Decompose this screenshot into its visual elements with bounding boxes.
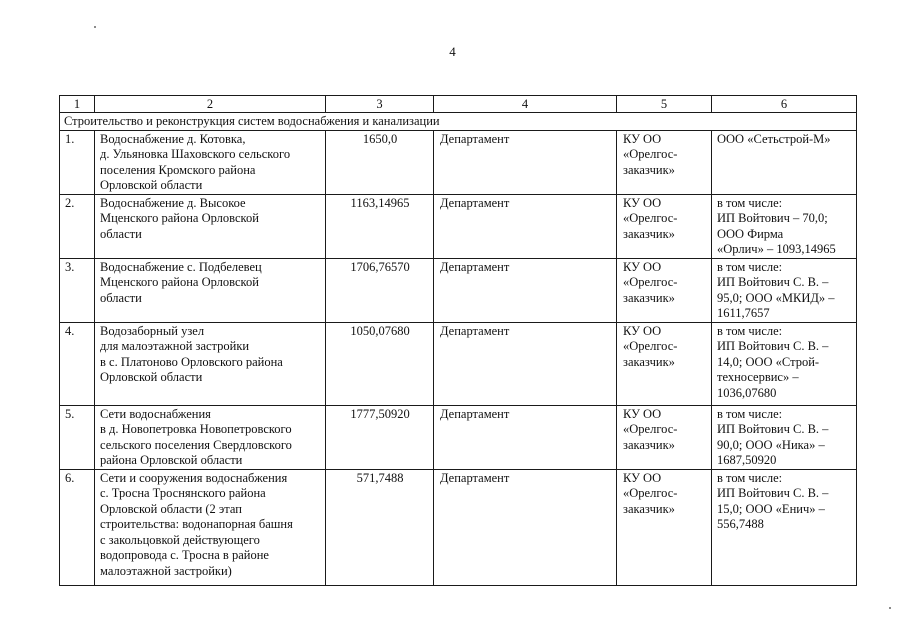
- table-row: [60, 130, 857, 194]
- agency-cell: Департамент: [434, 258, 617, 322]
- contractor-line: ООО «Сетьстрой-М»: [717, 131, 831, 146]
- object-name-cell: [95, 405, 326, 469]
- contractor-line: ООО Фирма: [717, 226, 784, 241]
- cost-cell: 571,7488: [326, 469, 434, 585]
- contractor-line: 1611,7657: [717, 306, 770, 320]
- object-name-line: Сети водоснабжения: [100, 406, 211, 421]
- object-name-line: водопровода с. Тросна в районе: [100, 548, 269, 562]
- customer-line: заказчик»: [623, 501, 675, 516]
- object-name-line: в с. Платоново Орловского района: [100, 354, 283, 369]
- page-number: 4: [449, 44, 456, 59]
- contractor-cell: [712, 130, 857, 194]
- cost-cell: 1706,76570: [326, 258, 434, 322]
- object-name-line: малоэтажной застройки): [100, 563, 232, 578]
- contractor-line: «Орлич» – 1093,14965: [717, 242, 836, 256]
- object-name-line: в д. Новопетровка Новопетровского: [100, 422, 292, 436]
- customer-cell: [617, 130, 712, 194]
- object-name-line: Орловской области: [100, 370, 203, 384]
- row-number: 2.: [60, 194, 95, 258]
- object-name-cell: [95, 258, 326, 322]
- agency-cell: Департамент: [434, 405, 617, 469]
- contractor-line: техносервис» –: [717, 370, 799, 384]
- customer-line: КУ ОО: [623, 195, 662, 210]
- contractor-line: ИП Войтович С. В. –: [717, 275, 829, 289]
- column-number: 5: [617, 96, 712, 113]
- contractor-line: в том числе:: [717, 259, 783, 274]
- customer-line: «Орелгос-: [623, 486, 678, 500]
- contractor-line: в том числе:: [717, 195, 783, 210]
- contractor-line: ИП Войтович С. В. –: [717, 422, 829, 436]
- customer-line: «Орелгос-: [623, 339, 678, 353]
- customer-line: «Орелгос-: [623, 422, 678, 436]
- object-name-line: области: [100, 226, 142, 241]
- object-name-line: с. Тросна Троснянского района: [100, 486, 266, 500]
- table-row: [60, 322, 857, 405]
- agency-cell: Департамент: [434, 322, 617, 405]
- contractor-line: 15,0; ООО «Енич» –: [717, 501, 825, 516]
- contractor-cell: [712, 322, 857, 405]
- contractor-line: в том числе:: [717, 406, 783, 421]
- object-name-line: Водоснабжение с. Подбелевец: [100, 259, 262, 274]
- object-name-cell: [95, 322, 326, 405]
- contractor-line: 90,0; ООО «Ника» –: [717, 437, 825, 452]
- object-name-line: Мценского района Орловской: [100, 211, 259, 225]
- customer-line: КУ ОО: [623, 323, 662, 338]
- contractor-cell: [712, 194, 857, 258]
- object-name-cell: [95, 194, 326, 258]
- agency-cell: Департамент: [434, 469, 617, 585]
- agency-cell: Департамент: [434, 194, 617, 258]
- column-number: 1: [60, 96, 95, 113]
- customer-line: «Орелгос-: [623, 275, 678, 289]
- customer-line: КУ ОО: [623, 406, 662, 421]
- row-number: 1.: [60, 130, 95, 194]
- customer-line: заказчик»: [623, 290, 675, 305]
- row-number: 4.: [60, 322, 95, 405]
- customer-line: заказчик»: [623, 226, 675, 241]
- contractor-cell: [712, 469, 857, 585]
- table-row: [60, 258, 857, 322]
- contractor-cell: [712, 258, 857, 322]
- cost-cell: 1050,07680: [326, 322, 434, 405]
- customer-line: заказчик»: [623, 162, 675, 177]
- object-name-line: Мценского района Орловской: [100, 275, 259, 289]
- column-number: 4: [434, 96, 617, 113]
- customer-cell: [617, 194, 712, 258]
- table-row: [60, 194, 857, 258]
- object-name-line: области: [100, 290, 142, 305]
- customer-line: заказчик»: [623, 437, 675, 452]
- customer-cell: [617, 322, 712, 405]
- customer-cell: [617, 469, 712, 585]
- projects-table: [59, 95, 857, 586]
- contractor-line: 14,0; ООО «Строй-: [717, 354, 820, 369]
- table-row: [60, 469, 857, 585]
- customer-line: «Орелгос-: [623, 147, 678, 161]
- contractor-line: ИП Войтович – 70,0;: [717, 211, 828, 225]
- row-number: 5.: [60, 405, 95, 469]
- cost-cell: 1163,14965: [326, 194, 434, 258]
- customer-line: КУ ОО: [623, 470, 662, 485]
- contractor-line: ИП Войтович С. В. –: [717, 339, 829, 353]
- contractor-line: в том числе:: [717, 470, 783, 485]
- row-number: 3.: [60, 258, 95, 322]
- object-name-line: д. Ульяновка Шаховского сельского: [100, 147, 291, 161]
- cost-cell: 1650,0: [326, 130, 434, 194]
- customer-line: КУ ОО: [623, 259, 662, 274]
- object-name-line: Водоснабжение д. Котовка,: [100, 131, 246, 146]
- object-name-line: Орловской области: [100, 178, 203, 192]
- section-title: Строительство и реконструкция систем водоснабжения и канализации: [60, 113, 857, 131]
- section-row: [60, 113, 857, 131]
- object-name-line: с закольцовкой действующего: [100, 532, 260, 547]
- table-row: [60, 405, 857, 469]
- column-number: 2: [95, 96, 326, 113]
- cost-cell: 1777,50920: [326, 405, 434, 469]
- object-name-line: Сети и сооружения водоснабжения: [100, 470, 288, 485]
- scan-speck: [889, 607, 891, 609]
- customer-line: КУ ОО: [623, 131, 662, 146]
- contractor-line: в том числе:: [717, 323, 783, 338]
- customer-line: «Орелгос-: [623, 211, 678, 225]
- object-name-line: Водоснабжение д. Высокое: [100, 195, 246, 210]
- column-number: 6: [712, 96, 857, 113]
- contractor-line: 1036,07680: [717, 385, 777, 400]
- object-name-line: района Орловской области: [100, 453, 243, 467]
- contractor-line: 556,7488: [717, 517, 764, 531]
- column-number-row: [60, 96, 857, 113]
- object-name-cell: [95, 469, 326, 585]
- contractor-line: 95,0; ООО «МКИД» –: [717, 290, 835, 305]
- contractor-line: ИП Войтович С. В. –: [717, 486, 829, 500]
- object-name-line: поселения Кромского района: [100, 162, 256, 177]
- agency-cell: Департамент: [434, 130, 617, 194]
- customer-cell: [617, 405, 712, 469]
- object-name-cell: [95, 130, 326, 194]
- object-name-line: сельского поселения Свердловского: [100, 437, 292, 452]
- object-name-line: строительства: водонапорная башня: [100, 517, 293, 531]
- contractor-line: 1687,50920: [717, 453, 777, 467]
- column-number: 3: [326, 96, 434, 113]
- object-name-line: Водозаборный узел: [100, 323, 205, 338]
- object-name-line: для малоэтажной застройки: [100, 339, 250, 353]
- customer-cell: [617, 258, 712, 322]
- row-number: 6.: [60, 469, 95, 585]
- object-name-line: Орловской области (2 этап: [100, 501, 242, 516]
- customer-line: заказчик»: [623, 354, 675, 369]
- scan-speck: [94, 26, 96, 28]
- contractor-cell: [712, 405, 857, 469]
